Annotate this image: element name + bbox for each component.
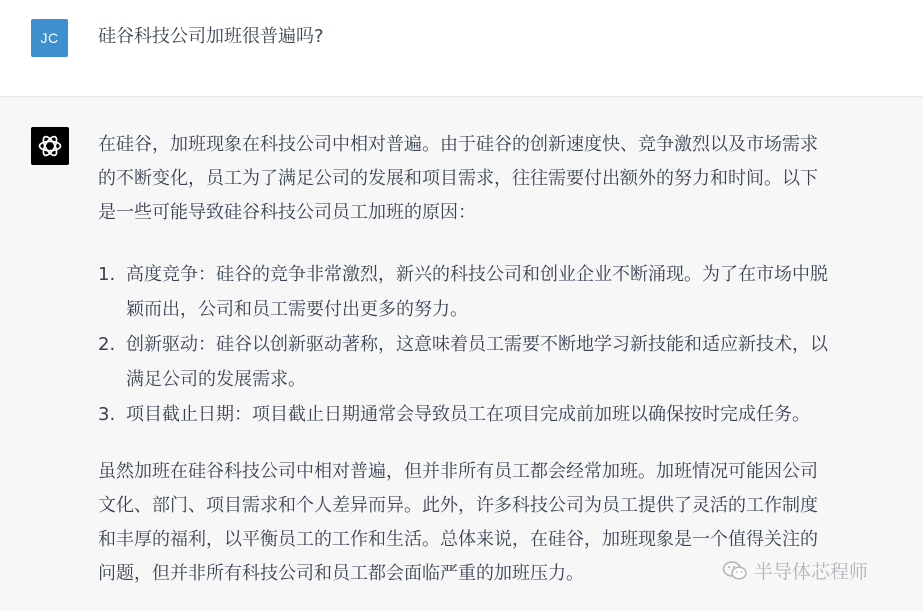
list-number: 1. [98, 264, 116, 285]
list-text: 高度竞争：硅谷的竞争非常激烈，新兴的科技公司和创业企业不断涌现。为了在市场中脱 [126, 264, 828, 285]
conclusion-line: 虽然加班在硅谷科技公司中相对普遍，但并非所有员工都会经常加班。加班情况可能因公司 [98, 461, 818, 482]
list-number: 2. [98, 334, 116, 355]
list-text: 颖而出，公司和员工需要付出更多的努力。 [126, 299, 468, 320]
user-message: 硅谷科技公司加班很普遍吗? [98, 26, 324, 47]
intro-line: 在硅谷，加班现象在科技公司中相对普遍。由于硅谷的创新速度快、竞争激烈以及市场需求 [98, 134, 818, 155]
reasons-list [98, 257, 913, 432]
conclusion-line: 和丰厚的福利，以平衡员工的工作和生活。总体来说，在硅谷，加班现象是一个值得关注的 [98, 529, 818, 550]
watermark-text: 半导体芯程师 [754, 561, 869, 583]
wechat-icon [722, 560, 748, 582]
list-text: 项目截止日期：项目截止日期通常会导致员工在项目完成前加班以确保按时完成任务。 [126, 404, 810, 425]
user-avatar: JC [31, 19, 68, 57]
list-text: 满足公司的发展需求。 [126, 369, 306, 390]
intro-line: 的不断变化，员工为了满足公司的发展和项目需求，往往需要付出额外的努力和时间。以下 [98, 168, 818, 189]
conclusion-line: 问题，但并非所有科技公司和员工都会面临严重的加班压力。 [98, 563, 584, 584]
assistant-message-row [0, 97, 923, 611]
conclusion-line: 文化、部门、项目需求和个人差异而异。此外，许多科技公司为员工提供了灵活的工作制度 [98, 495, 818, 516]
intro-paragraph [98, 128, 913, 230]
list-item [98, 397, 913, 432]
watermark [722, 557, 868, 584]
list-item [98, 327, 913, 397]
intro-line: 是一些可能导致硅谷科技公司员工加班的原因： [98, 202, 476, 223]
list-text: 创新驱动：硅谷以创新驱动著称，这意味着员工需要不断地学习新技能和适应新技术，以 [126, 334, 828, 355]
list-number: 3. [98, 404, 116, 425]
list-item [98, 257, 913, 327]
openai-logo-icon [31, 127, 69, 165]
user-message-row [0, 0, 923, 97]
